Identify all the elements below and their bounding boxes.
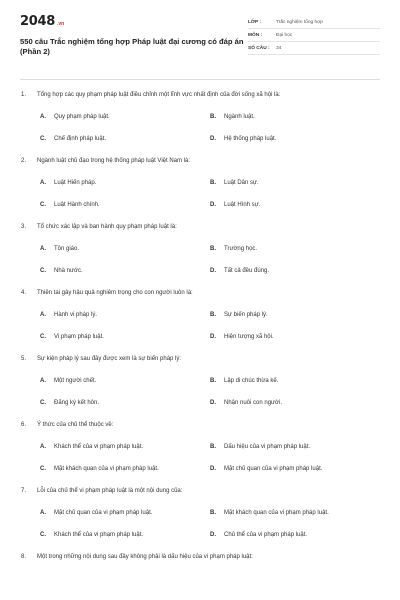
answer-options <box>40 444 380 488</box>
meta-value: 34 <box>276 45 282 51</box>
answer-options <box>40 246 380 290</box>
logo-text: 2048 <box>20 14 55 29</box>
answer-option[interactable] <box>40 466 210 472</box>
logo-suffix: .vn <box>56 21 65 27</box>
question-number: 1. <box>21 92 27 98</box>
option-row <box>40 334 380 356</box>
option-row <box>40 202 380 224</box>
question-item <box>20 290 380 356</box>
option-letter: B. <box>210 378 216 384</box>
question-text <box>21 488 380 502</box>
option-text: Quy phạm pháp luật. <box>54 114 110 120</box>
option-letter: C. <box>40 202 46 208</box>
answer-option[interactable] <box>210 246 380 252</box>
spacer <box>20 436 380 444</box>
option-letter: B. <box>210 180 216 186</box>
option-text: Khách thể của vi phạm pháp luật. <box>54 532 144 538</box>
option-row <box>40 268 380 290</box>
option-letter: D. <box>210 400 216 406</box>
option-row <box>40 180 380 202</box>
answer-option[interactable] <box>210 466 380 472</box>
option-letter: D. <box>210 202 216 208</box>
question-number: 8. <box>21 554 27 560</box>
question-item <box>20 224 380 290</box>
option-row <box>40 312 380 334</box>
answer-option[interactable] <box>210 400 380 406</box>
answer-option[interactable] <box>210 180 380 186</box>
option-letter: B. <box>210 444 216 450</box>
option-text: Khách thể của vi phạm pháp luật. <box>54 444 144 450</box>
option-text: Mặt khách quan của vi phạm pháp luật. <box>54 466 159 472</box>
spacer <box>20 238 380 246</box>
meta-table <box>248 16 380 55</box>
answer-option[interactable] <box>40 246 210 252</box>
option-text: Tất cả đều đúng. <box>224 268 270 274</box>
option-letter: D. <box>210 334 216 340</box>
option-row <box>40 378 380 400</box>
answer-options <box>40 114 380 158</box>
meta-key: MÔN : <box>248 32 263 38</box>
option-row <box>40 400 380 422</box>
question-stem: Lỗi của chủ thể vi phạm pháp luật là một nội dung của: <box>37 488 183 494</box>
option-row <box>40 136 380 158</box>
option-letter: C. <box>40 466 46 472</box>
answer-option[interactable] <box>40 334 210 340</box>
option-text: Ngành luật. <box>224 114 255 120</box>
option-text: Chế định pháp luật. <box>54 136 107 142</box>
option-text: Trường học. <box>224 246 258 252</box>
question-text <box>21 554 380 568</box>
answer-option[interactable] <box>40 136 210 142</box>
option-letter: C. <box>40 334 46 340</box>
option-text: Đăng ký kết hôn. <box>54 400 100 406</box>
answer-option[interactable] <box>210 378 380 384</box>
question-stem: Ngành luật chủ đạo trong hệ thống pháp luật Việt Nam là: <box>37 158 190 164</box>
answer-option[interactable] <box>210 312 380 318</box>
answer-option[interactable] <box>40 400 210 406</box>
option-text: Dấu hiệu của vi phạm pháp luật. <box>224 444 311 450</box>
answer-option[interactable] <box>40 268 210 274</box>
option-letter: A. <box>40 444 46 450</box>
question-item <box>20 488 380 554</box>
option-letter: B. <box>210 114 216 120</box>
answer-option[interactable] <box>40 510 210 516</box>
option-letter: B. <box>210 510 216 516</box>
option-text: Lập di chúc thừa kế. <box>224 378 279 384</box>
page-title: 550 câu Trắc nghiệm tổng hợp Pháp luật đại cương có đáp án (Phần 2) <box>20 37 244 57</box>
question-number: 2. <box>21 158 27 164</box>
answer-option[interactable] <box>210 532 380 538</box>
question-item <box>20 422 380 488</box>
answer-options <box>40 510 380 554</box>
spacer <box>20 304 380 312</box>
answer-option[interactable] <box>210 510 380 516</box>
question-item <box>20 554 380 568</box>
question-number: 4. <box>21 290 27 296</box>
question-text <box>21 356 380 370</box>
answer-options <box>40 378 380 422</box>
option-text: Mặt khách quan của vi phạm pháp luật. <box>224 510 329 516</box>
question-item <box>20 92 380 158</box>
option-text: Hiện tượng xã hội. <box>224 334 274 340</box>
option-letter: C. <box>40 532 46 538</box>
answer-option[interactable] <box>210 114 380 120</box>
question-stem: Sự kiện pháp lý sau đây được xem là sự biến pháp lý: <box>37 356 182 362</box>
answer-option[interactable] <box>40 378 210 384</box>
option-text: Nhận nuôi con người. <box>224 400 282 406</box>
option-text: Một người chết. <box>54 378 97 384</box>
question-number: 5. <box>21 356 27 362</box>
answer-option[interactable] <box>40 444 210 450</box>
option-letter: C. <box>40 400 46 406</box>
option-letter: D. <box>210 532 216 538</box>
meta-key: SỐ CÂU : <box>248 45 270 51</box>
option-row <box>40 444 380 466</box>
question-stem: Một trong những nội dung sau đây không phải là dấu hiệu của vi phạm pháp luật: <box>37 554 253 560</box>
option-text: Tôn giáo. <box>54 246 80 252</box>
meta-row-class <box>248 16 380 29</box>
option-letter: D. <box>210 268 216 274</box>
meta-row-count <box>248 42 380 55</box>
answer-option[interactable] <box>40 202 210 208</box>
question-stem: Tổ chức xác lập và ban hành quy phạm pháp luật là: <box>37 224 177 230</box>
answer-option[interactable] <box>40 532 210 538</box>
option-text: Sự biến pháp lý. <box>224 312 268 318</box>
option-row <box>40 532 380 554</box>
answer-option[interactable] <box>40 114 210 120</box>
option-letter: A. <box>40 312 46 318</box>
option-text: Luật Hành chính. <box>54 202 100 208</box>
spacer <box>20 370 380 378</box>
option-row <box>40 510 380 532</box>
question-stem: Thiên tai gây hậu quả nghiêm trọng cho con người luôn là: <box>37 290 193 296</box>
question-stem: Tổng hợp các quy phạm pháp luật điều chỉnh một lĩnh vực nhất định của đời sống xã hội là: <box>37 92 281 98</box>
question-text <box>21 224 380 238</box>
option-text: Vi phạm pháp luật. <box>54 334 104 340</box>
answer-option[interactable] <box>210 334 380 340</box>
option-text: Chủ thể của vi phạm pháp luật. <box>224 532 308 538</box>
question-stem: Ý thức của chủ thể thuộc về: <box>37 422 114 428</box>
spacer <box>20 502 380 510</box>
option-letter: A. <box>40 378 46 384</box>
question-text <box>21 92 380 106</box>
question-number: 6. <box>21 422 27 428</box>
question-number: 3. <box>21 224 27 230</box>
brand-logo[interactable] <box>20 14 248 29</box>
question-text <box>21 422 380 436</box>
option-letter: D. <box>210 466 216 472</box>
option-letter: A. <box>40 510 46 516</box>
meta-value: Trắc nghiệm tổng hợp <box>276 19 323 25</box>
option-letter: C. <box>40 136 46 142</box>
option-text: Hệ thống pháp luật. <box>224 136 277 142</box>
document-header <box>20 14 380 80</box>
question-item <box>20 356 380 422</box>
spacer <box>20 172 380 180</box>
answer-option[interactable] <box>210 268 380 274</box>
option-letter: B. <box>210 312 216 318</box>
meta-key: LỚP : <box>248 19 262 25</box>
answer-option[interactable] <box>40 312 210 318</box>
option-letter: A. <box>40 246 46 252</box>
meta-value: Đại học <box>276 32 293 38</box>
question-text <box>21 290 380 304</box>
option-letter: B. <box>210 246 216 252</box>
question-item <box>20 158 380 224</box>
answer-options <box>40 180 380 224</box>
option-row <box>40 114 380 136</box>
option-text: Hành vi pháp lý. <box>54 312 98 318</box>
option-text: Nhà nước. <box>54 268 83 274</box>
answer-option[interactable] <box>210 136 380 142</box>
option-letter: A. <box>40 114 46 120</box>
spacer <box>20 106 380 114</box>
title-block <box>20 14 248 58</box>
question-number: 7. <box>21 488 27 494</box>
answer-option[interactable] <box>210 444 380 450</box>
answer-options <box>40 312 380 356</box>
option-letter: C. <box>40 268 46 274</box>
answer-option[interactable] <box>210 202 380 208</box>
question-list <box>20 92 380 568</box>
option-letter: D. <box>210 136 216 142</box>
option-row <box>40 246 380 268</box>
answer-option[interactable] <box>40 180 210 186</box>
option-letter: A. <box>40 180 46 186</box>
meta-row-subject <box>248 29 380 42</box>
option-text: Luật Dân sự. <box>224 180 259 186</box>
option-text: Luật Hình sự. <box>224 202 261 208</box>
option-row <box>40 466 380 488</box>
question-text <box>21 158 380 172</box>
option-text: Mặt chủ quan của vi phạm pháp luật. <box>224 466 323 472</box>
option-text: Luật Hiến pháp. <box>54 180 97 186</box>
option-text: Mặt chủ quan của vi phạm pháp luật. <box>54 510 153 516</box>
